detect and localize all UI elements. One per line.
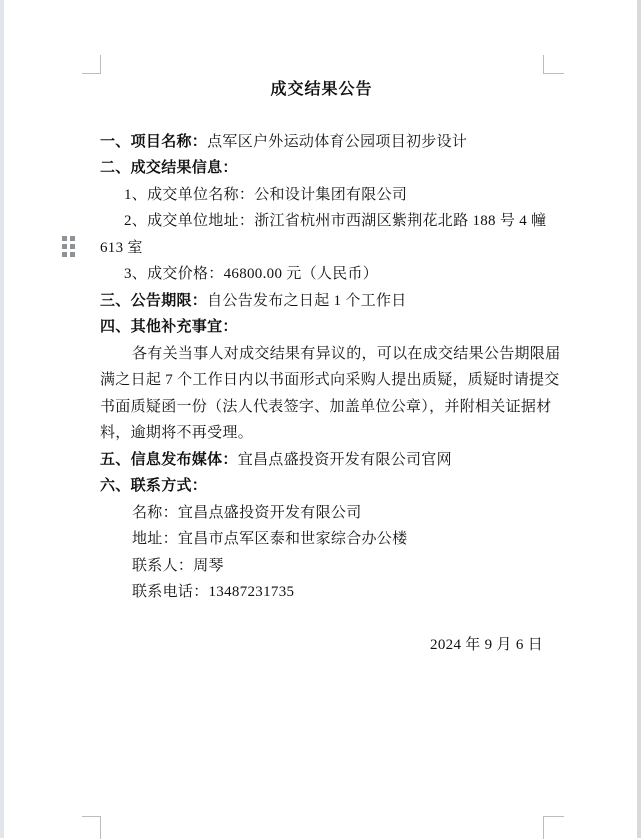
line-text: 名称：宜昌点盛投资开发有限公司 [132, 504, 362, 521]
margin-mark-bottom-right [543, 816, 564, 839]
line-text: 2、成交单位地址：浙江省杭州市西湖区紫荆花北路 188 号 4 幢 [124, 213, 547, 230]
document-line[interactable] [100, 578, 543, 605]
line-text: 各有关当事人对成交结果有异议的，可以在成交结果公告期限届 [132, 345, 561, 362]
line-text: 联系人：周琴 [132, 557, 224, 574]
document-date[interactable] [100, 631, 543, 658]
line-text: 3、成交价格：46800.00 元（人民币） [124, 266, 379, 283]
line-text: 料，逾期将不再受理。 [100, 425, 254, 442]
document-line[interactable] [100, 154, 543, 181]
line-text: 联系电话：13487231735 [132, 584, 295, 601]
line-text: 地址：宜昌市点军区泰和世家综合办公楼 [132, 531, 408, 548]
heading-label: 三、公告期限： [100, 292, 208, 309]
document-line[interactable] [100, 127, 543, 154]
document-line[interactable] [100, 472, 543, 499]
document-line[interactable] [100, 551, 543, 578]
document-line[interactable] [100, 313, 543, 340]
margin-mark-bottom-left [82, 816, 101, 839]
document-line[interactable] [100, 445, 543, 472]
line-text: 613 室 [100, 239, 143, 256]
line-text: 自公告发布之日起 1 个工作日 [207, 292, 407, 309]
heading-label: 五、信息发布媒体： [100, 451, 238, 468]
document-title: 成交结果公告 [270, 80, 373, 98]
line-text: 书面质疑函一份（法人代表签字、加盖单位公章），并附相关证据材 [100, 398, 552, 415]
document-line[interactable] [100, 339, 561, 366]
document-line[interactable] [100, 180, 543, 207]
date-text: 2024 年 9 月 6 日 [430, 637, 543, 654]
document-line[interactable] [100, 419, 543, 446]
blank-line [100, 604, 543, 631]
margin-mark-top-right [543, 55, 564, 74]
document-line[interactable] [100, 392, 552, 419]
heading-label: 二、成交结果信息： [100, 160, 238, 177]
drag-handle-icon[interactable] [62, 236, 75, 257]
document-line[interactable] [100, 525, 543, 552]
document-line[interactable] [100, 498, 543, 525]
document-line[interactable] [100, 207, 547, 234]
document-line[interactable] [100, 286, 543, 313]
line-text: 1、成交单位名称：公和设计集团有限公司 [124, 186, 408, 203]
heading-label: 四、其他补充事宜： [100, 319, 238, 336]
document-body [100, 74, 561, 657]
right-page-edge [637, 0, 641, 838]
document-line[interactable] [100, 260, 543, 287]
document-line[interactable] [100, 366, 560, 393]
left-page-edge [0, 0, 4, 838]
document-line[interactable] [100, 233, 543, 260]
blank-line [100, 101, 543, 128]
line-text: 点军区户外运动体育公园项目初步设计 [207, 133, 468, 150]
line-text: 满之日起 7 个工作日内以书面形式向采购人提出质疑，质疑时请提交 [100, 372, 560, 389]
line-text: 宜昌点盛投资开发有限公司官网 [237, 451, 452, 468]
margin-mark-top-left [82, 55, 101, 74]
heading-label: 六、联系方式： [100, 478, 208, 495]
heading-label: 一、项目名称： [100, 133, 208, 150]
